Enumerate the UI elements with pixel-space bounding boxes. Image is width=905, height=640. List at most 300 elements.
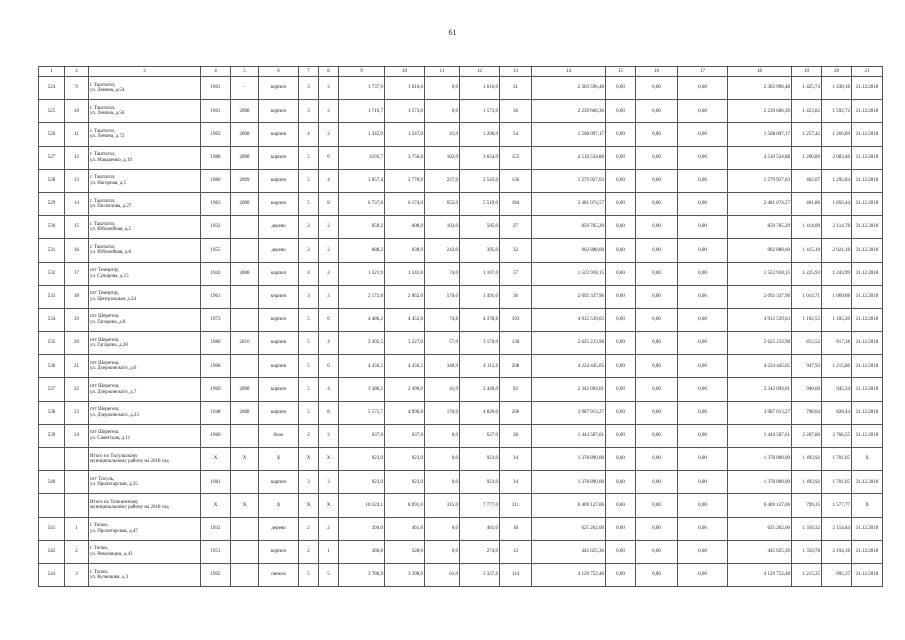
- total-area-cell: 2 172,8: [339, 285, 385, 308]
- row-number-cell: [39, 494, 65, 517]
- municipal-index-cell: 19: [65, 308, 89, 331]
- address-cell: [89, 424, 201, 447]
- cost-col15-cell: 0,00: [606, 100, 636, 123]
- private-area-cell: 1 491,0: [460, 285, 500, 308]
- year-built-cell: X: [201, 494, 231, 517]
- address-cell: [89, 146, 201, 169]
- owners-cost-cell: 1 523 918,15: [728, 262, 792, 285]
- year-renovated-cell: [231, 285, 259, 308]
- owners-cost-cell: 2 303 996,48: [728, 77, 792, 100]
- wall-material-cell: кирпич: [259, 471, 299, 494]
- owners-cost-cell: 902 888,60: [728, 239, 792, 262]
- total-area-cell: 6 737,8: [339, 192, 385, 215]
- wall-material-cell: блок: [259, 424, 299, 447]
- unit-cost-cell: 1 102,53: [792, 308, 822, 331]
- address-cell: [89, 192, 201, 215]
- column-header: 11: [425, 67, 460, 77]
- total-cost-cell: 445 025,36: [532, 540, 606, 563]
- completion-date-cell: 31.12.2018: [852, 216, 883, 239]
- municipal-index-cell: 21: [65, 355, 89, 378]
- address-line-2: ул. Дзержинского, д.6: [90, 366, 137, 372]
- row-number-cell: 539: [39, 424, 65, 447]
- total-area-cell: 3 386,2: [339, 378, 385, 401]
- owners-cost-cell: 1 444 587,61: [728, 424, 792, 447]
- table-row: [39, 332, 883, 355]
- row-number-cell: 532: [39, 262, 65, 285]
- max-unit-cost-cell: 1 438,18: [822, 77, 852, 100]
- entrances-cell: 5: [319, 563, 339, 586]
- private-area-cell: 637,0: [460, 424, 500, 447]
- address-cell: [89, 517, 201, 540]
- private-area-cell: 1 573,0: [460, 100, 500, 123]
- cost-col15-cell: 0,00: [606, 563, 636, 586]
- cost-col15-cell: 0,00: [606, 169, 636, 192]
- living-area-cell: 637,0: [385, 424, 425, 447]
- address-line-1: г. Таштагол,: [90, 221, 116, 227]
- address-line-1: Итого по Топкинскому: [90, 499, 139, 505]
- residents-cell: 130: [500, 332, 532, 355]
- address-line-1: пгт Шерегеш,: [90, 360, 120, 366]
- completion-date-cell: 31.12.2018: [852, 123, 883, 146]
- column-header: 3: [89, 67, 201, 77]
- max-unit-cost-cell: 1 105,20: [822, 308, 852, 331]
- municipal-index-cell: 20: [65, 332, 89, 355]
- living-area-cell: 4 453,6: [385, 308, 425, 331]
- owners-cost-cell: 2 239 666,36: [728, 100, 792, 123]
- column-header: 5: [231, 67, 259, 77]
- total-cost-cell: 859 765,20: [532, 216, 606, 239]
- municipal-index-cell: 3: [65, 563, 89, 586]
- year-renovated-cell: 2008: [231, 100, 259, 123]
- wall-material-cell: X: [259, 494, 299, 517]
- cost-col16-cell: 0,00: [636, 448, 678, 471]
- year-renovated-cell: 2008: [231, 378, 259, 401]
- address-cell: [89, 448, 201, 471]
- column-header: 19: [792, 67, 822, 77]
- cost-col15-cell: 0,00: [606, 448, 636, 471]
- table-row: [39, 216, 883, 239]
- entrances-cell: 2: [319, 100, 339, 123]
- year-built-cell: 1992: [201, 563, 231, 586]
- total-cost-cell: 3 987 013,27: [532, 401, 606, 424]
- address-line-1: г. Таштагол,: [90, 175, 116, 181]
- owners-cost-cell: 1 378 890,00: [728, 471, 792, 494]
- address-line-1: г. Таштагол,: [90, 152, 116, 158]
- address-cell: [89, 378, 201, 401]
- row-number-cell: 530: [39, 216, 65, 239]
- total-area-cell: 3 492,5: [339, 332, 385, 355]
- municipal-index-cell: 9: [65, 77, 89, 100]
- private-area-cell: 274,0: [460, 540, 500, 563]
- living-area-cell: 461,0: [385, 517, 425, 540]
- year-renovated-cell: [231, 355, 259, 378]
- cost-col17-cell: 0,00: [678, 355, 728, 378]
- municipal-index-cell: 23: [65, 401, 89, 424]
- living-area-cell: 4 456,5: [385, 355, 425, 378]
- municipal-area-cell: 655,0: [425, 192, 460, 215]
- total-area-cell: 360,8: [339, 540, 385, 563]
- year-renovated-cell: [231, 471, 259, 494]
- address-line-2: ул. Пролетарская, д.47: [90, 528, 138, 534]
- entrances-cell: 3: [319, 285, 339, 308]
- cost-col17-cell: 0,00: [678, 285, 728, 308]
- address-line-2: ул. Дзержинского, д.7: [90, 389, 137, 395]
- entrances-cell: 6: [319, 355, 339, 378]
- unit-cost-cell: 798,04: [792, 401, 822, 424]
- owners-cost-cell: 859 765,20: [728, 216, 792, 239]
- table-row: [39, 471, 883, 494]
- row-number-cell: 533: [39, 285, 65, 308]
- max-unit-cost-cell: 1 292,84: [822, 169, 852, 192]
- address-line-1: г. Таштагол,: [90, 82, 116, 88]
- address-cell: [89, 123, 201, 146]
- completion-date-cell: 31.12.2018: [852, 471, 883, 494]
- living-area-cell: 638,0: [385, 239, 425, 262]
- address-line-2: ул. Революции, д.43: [90, 551, 133, 557]
- cost-col17-cell: 0,00: [678, 540, 728, 563]
- floors-cell: 2: [299, 239, 319, 262]
- completion-date-cell: X: [852, 448, 883, 471]
- wall-material-cell: кирпич: [259, 123, 299, 146]
- entrances-cell: 2: [319, 239, 339, 262]
- column-header: 17: [678, 67, 728, 77]
- address-cell: [89, 216, 201, 239]
- cost-col15-cell: 0,00: [606, 123, 636, 146]
- unit-cost-cell: 1 257,42: [792, 123, 822, 146]
- municipal-area-cell: 0,0: [425, 540, 460, 563]
- row-number-cell: 542: [39, 540, 65, 563]
- max-unit-cost-cell: 1 701,05: [822, 448, 852, 471]
- cost-col16-cell: 0,00: [636, 192, 678, 215]
- residents-cell: 54: [500, 123, 532, 146]
- table-row: [39, 262, 883, 285]
- column-header: 20: [822, 67, 852, 77]
- max-unit-cost-cell: 2 154,84: [822, 517, 852, 540]
- year-built-cell: 1968: [201, 355, 231, 378]
- year-built-cell: 1963: [201, 123, 231, 146]
- table-row: [39, 494, 883, 517]
- row-number-cell: 527: [39, 146, 65, 169]
- cost-col16-cell: 0,00: [636, 123, 678, 146]
- residents-cell: 12: [500, 540, 532, 563]
- column-header: 14: [532, 67, 606, 77]
- max-unit-cost-cell: 1 592,72: [822, 100, 852, 123]
- address-cell: [89, 100, 201, 123]
- address-line-2: муниципальному району на 2018 год: [90, 459, 169, 465]
- cost-col16-cell: 0,00: [636, 378, 678, 401]
- residents-cell: 18: [500, 517, 532, 540]
- owners-cost-cell: 2 092 337,96: [728, 285, 792, 308]
- entrances-cell: 2: [319, 123, 339, 146]
- max-unit-cost-cell: 1 577,77: [822, 494, 852, 517]
- municipal-index-cell: 24: [65, 424, 89, 447]
- address-line-1: г. Таштагол,: [90, 105, 116, 111]
- entrances-cell: 6: [319, 308, 339, 331]
- municipal-area-cell: 102,0: [425, 146, 460, 169]
- address-line-2: ул. Макаренко, д.19: [90, 157, 132, 163]
- completion-date-cell: 31.12.2018: [852, 262, 883, 285]
- year-built-cell: 1980: [201, 169, 231, 192]
- unit-cost-cell: 1 493,92: [792, 471, 822, 494]
- completion-date-cell: 31.12.2018: [852, 424, 883, 447]
- column-header: 4: [201, 67, 231, 77]
- wall-material-cell: кирпич: [259, 262, 299, 285]
- year-built-cell: 1981: [201, 471, 231, 494]
- owners-cost-cell: 4 510 534,88: [728, 146, 792, 169]
- municipal-index-cell: 16: [65, 239, 89, 262]
- row-number-cell: 540: [39, 471, 65, 494]
- max-unit-cost-cell: 1 266,89: [822, 123, 852, 146]
- wall-material-cell: X: [259, 448, 299, 471]
- owners-cost-cell: 4 224 445,05: [728, 355, 792, 378]
- address-line-2: ул. Нагорная, д.5: [90, 180, 127, 186]
- residents-cell: 36: [500, 285, 532, 308]
- row-number-cell: 536: [39, 355, 65, 378]
- floors-cell: 5: [299, 378, 319, 401]
- max-unit-cost-cell: 917,18: [822, 332, 852, 355]
- cost-col16-cell: 0,00: [636, 100, 678, 123]
- wall-material-cell: кирпич: [259, 100, 299, 123]
- table-row: [39, 308, 883, 331]
- residents-cell: 206: [500, 401, 532, 424]
- owners-cost-cell: 1 279 927,03: [728, 169, 792, 192]
- year-built-cell: 1961: [201, 285, 231, 308]
- total-cost-cell: 1 444 587,61: [532, 424, 606, 447]
- private-area-cell: 3 654,0: [460, 146, 500, 169]
- municipal-area-cell: 57,0: [425, 332, 460, 355]
- entrances-cell: 4: [319, 332, 339, 355]
- cost-col16-cell: 0,00: [636, 239, 678, 262]
- address-cell: [89, 355, 201, 378]
- address-cell: [89, 471, 201, 494]
- max-unit-cost-cell: 1 856,44: [822, 192, 852, 215]
- total-cost-cell: 1 568 097,17: [532, 123, 606, 146]
- address-line-2: ул. Гагарина, д.8: [90, 319, 126, 325]
- private-area-cell: 1 206,0: [460, 123, 500, 146]
- residents-cell: 193: [500, 308, 532, 331]
- owners-cost-cell: 6 469 127,06: [728, 494, 792, 517]
- max-unit-cost-cell: 2 114,78: [822, 216, 852, 239]
- municipal-area-cell: 570,0: [425, 285, 460, 308]
- entrances-cell: 2: [319, 262, 339, 285]
- private-area-cell: 923,0: [460, 448, 500, 471]
- private-area-cell: 923,0: [460, 471, 500, 494]
- private-area-cell: 5 519,0: [460, 192, 500, 215]
- row-number-cell: 541: [39, 517, 65, 540]
- unit-cost-cell: 1 493,92: [792, 448, 822, 471]
- column-header: 15: [606, 67, 636, 77]
- unit-cost-cell: 1 200,89: [792, 146, 822, 169]
- table-row: [39, 563, 883, 586]
- municipal-area-cell: 0,0: [425, 517, 460, 540]
- cost-col15-cell: 0,00: [606, 146, 636, 169]
- unit-cost-cell: 947,93: [792, 355, 822, 378]
- municipal-index-cell: 17: [65, 262, 89, 285]
- total-cost-cell: 2 303 596,48: [532, 77, 606, 100]
- year-built-cell: 1943: [201, 262, 231, 285]
- living-area-cell: 3 398,0: [385, 563, 425, 586]
- cost-col15-cell: 0,00: [606, 424, 636, 447]
- municipal-index-cell: 14: [65, 192, 89, 215]
- total-cost-cell: 1 378 890,00: [532, 471, 606, 494]
- floors-cell: 2: [299, 424, 319, 447]
- municipal-area-cell: 0,0: [425, 471, 460, 494]
- unit-cost-cell: 1 215,35: [792, 563, 822, 586]
- municipal-index-cell: 18: [65, 285, 89, 308]
- year-renovated-cell: 2008: [231, 401, 259, 424]
- cost-col16-cell: 0,00: [636, 563, 678, 586]
- total-cost-cell: 2 239 666,36: [532, 100, 606, 123]
- unit-cost-cell: 940,60: [792, 378, 822, 401]
- address-line-1: г. Таштагол,: [90, 244, 116, 250]
- year-built-cell: 1988: [201, 146, 231, 169]
- year-renovated-cell: [231, 540, 259, 563]
- wall-material-cell: кирпич: [259, 540, 299, 563]
- floors-cell: 3: [299, 285, 319, 308]
- total-area-cell: 637,0: [339, 424, 385, 447]
- cost-col17-cell: 0,00: [678, 471, 728, 494]
- floors-cell: 3: [299, 77, 319, 100]
- total-cost-cell: 2 342 094,01: [532, 378, 606, 401]
- entrances-cell: 8: [319, 401, 339, 424]
- table-body: [39, 77, 883, 587]
- table-row: [39, 146, 883, 169]
- floors-cell: 5: [299, 401, 319, 424]
- table-row: [39, 448, 883, 471]
- entrances-cell: 6: [319, 146, 339, 169]
- total-cost-cell: 902 888,60: [532, 239, 606, 262]
- owners-cost-cell: 1 378 890,00: [728, 448, 792, 471]
- cost-col17-cell: 0,00: [678, 192, 728, 215]
- unit-cost-cell: 1 356,78: [792, 540, 822, 563]
- cost-col16-cell: 0,00: [636, 494, 678, 517]
- total-area-cell: 394,0: [339, 517, 385, 540]
- cost-col17-cell: 0,00: [678, 401, 728, 424]
- cost-col16-cell: 0,00: [636, 517, 678, 540]
- column-header: 2: [65, 67, 89, 77]
- total-area-cell: 923,0: [339, 471, 385, 494]
- column-header: 7: [299, 67, 319, 77]
- address-line-1: г. Топки,: [90, 523, 109, 529]
- owners-cost-cell: 2 342 094,01: [728, 378, 792, 401]
- entrances-cell: 2: [319, 216, 339, 239]
- entrances-cell: X: [319, 494, 339, 517]
- cost-col16-cell: 0,00: [636, 401, 678, 424]
- year-renovated-cell: 2008: [231, 123, 259, 146]
- row-number-cell: 526: [39, 123, 65, 146]
- address-line-2: ул. Центральная, д.24: [90, 296, 137, 302]
- total-area-cell: 1 342,9: [339, 123, 385, 146]
- max-unit-cost-cell: 1 215,86: [822, 355, 852, 378]
- address-line-2: муниципальному району на 2018 год: [90, 505, 169, 511]
- private-area-cell: 505,0: [460, 216, 500, 239]
- table-row: [39, 517, 883, 540]
- floors-cell: 5: [299, 308, 319, 331]
- completion-date-cell: 31.12.2018: [852, 192, 883, 215]
- floors-cell: 4: [299, 262, 319, 285]
- wall-material-cell: кирпич: [259, 169, 299, 192]
- total-cost-cell: 1 279 927,03: [532, 169, 606, 192]
- address-cell: [89, 540, 201, 563]
- address-cell: [89, 169, 201, 192]
- total-area-cell: 1 321,9: [339, 262, 385, 285]
- wall-material-cell: кирпич: [259, 401, 299, 424]
- row-number-cell: [39, 448, 65, 471]
- address-line-1: пгт Шерегеш,: [90, 337, 120, 343]
- wall-material-cell: кирпич: [259, 146, 299, 169]
- completion-date-cell: 31.12.2018: [852, 332, 883, 355]
- cost-col15-cell: 0,00: [606, 192, 636, 215]
- private-area-cell: 3 337,6: [460, 563, 500, 586]
- cost-col16-cell: 0,00: [636, 169, 678, 192]
- cost-col16-cell: 0,00: [636, 77, 678, 100]
- total-cost-cell: 4 912 539,63: [532, 308, 606, 331]
- living-area-cell: 3 227,0: [385, 332, 425, 355]
- municipal-index-cell: 10: [65, 100, 89, 123]
- cost-col16-cell: 0,00: [636, 146, 678, 169]
- entrances-cell: 8: [319, 192, 339, 215]
- address-line-2: ул. Ленина, д.54: [90, 88, 125, 94]
- residents-cell: 28: [500, 424, 532, 447]
- wall-material-cell: кирпич: [259, 192, 299, 215]
- municipal-index-cell: 15: [65, 216, 89, 239]
- max-unit-cost-cell: 2 083,46: [822, 146, 852, 169]
- municipal-index-cell: [65, 494, 89, 517]
- max-unit-cost-cell: 1 069,08: [822, 285, 852, 308]
- entrances-cell: 1: [319, 540, 339, 563]
- floors-cell: 5: [299, 563, 319, 586]
- year-built-cell: 1955: [201, 239, 231, 262]
- address-cell: [89, 77, 201, 100]
- address-line-2: ул. Юбилейная, д.8: [90, 250, 132, 256]
- private-area-cell: 3 170,0: [460, 332, 500, 355]
- total-area-cell: 1 737,9: [339, 77, 385, 100]
- floors-cell: 2: [299, 517, 319, 540]
- completion-date-cell: 31.12.2018: [852, 378, 883, 401]
- cost-col16-cell: 0,00: [636, 216, 678, 239]
- address-line-1: пгт Шерегеш,: [90, 430, 120, 436]
- max-unit-cost-cell: 945,34: [822, 378, 852, 401]
- address-line-2: ул. Дзержинского, д.23: [90, 412, 139, 418]
- table-row: [39, 401, 883, 424]
- unit-cost-cell: 401,86: [792, 192, 822, 215]
- address-cell: [89, 285, 201, 308]
- cost-col17-cell: 0,00: [678, 262, 728, 285]
- living-area-cell: 8 091,0: [385, 494, 425, 517]
- living-area-cell: 923,0: [385, 448, 425, 471]
- wall-material-cell: кирпич: [259, 355, 299, 378]
- completion-date-cell: 31.12.2018: [852, 100, 883, 123]
- row-number-cell: 543: [39, 563, 65, 586]
- owners-cost-cell: 1 568 097,17: [728, 123, 792, 146]
- residents-cell: 57: [500, 262, 532, 285]
- total-cost-cell: 1 378 890,00: [532, 448, 606, 471]
- table-row: [39, 355, 883, 378]
- table-row: [39, 100, 883, 123]
- private-area-cell: 7 777,0: [460, 494, 500, 517]
- wall-material-cell: кирпич: [259, 332, 299, 355]
- municipal-index-cell: 12: [65, 146, 89, 169]
- address-line-1: г. Таштагол,: [90, 198, 116, 204]
- total-area-cell: 4 486,2: [339, 308, 385, 331]
- municipal-area-cell: 41,0: [425, 123, 460, 146]
- year-built-cell: 1980: [201, 332, 231, 355]
- cost-col16-cell: 0,00: [636, 424, 678, 447]
- year-built-cell: 1948: [201, 401, 231, 424]
- living-area-cell: 1 573,0: [385, 100, 425, 123]
- completion-date-cell: 31.12.2018: [852, 239, 883, 262]
- total-area-cell: 1 716,7: [339, 100, 385, 123]
